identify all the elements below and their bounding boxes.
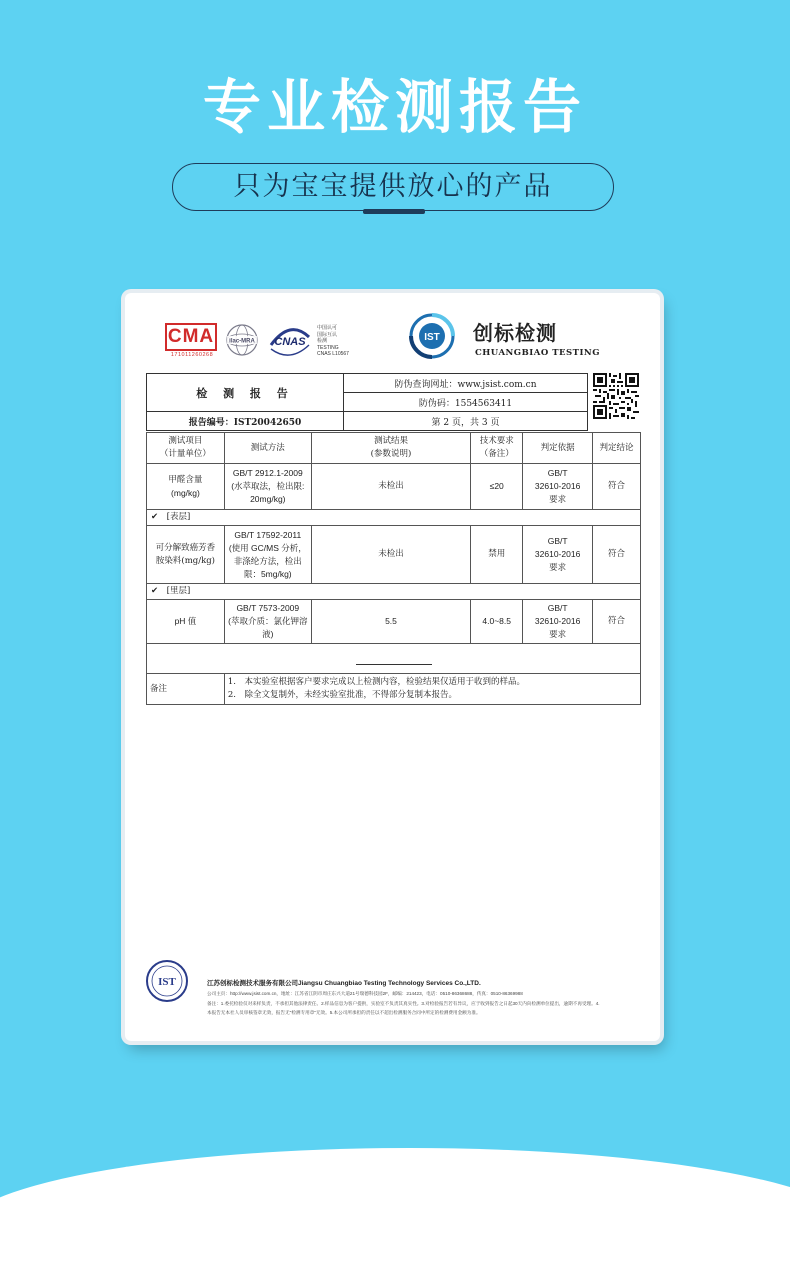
- col-header-item: 测试项目 （计量单位）: [147, 433, 225, 464]
- footer-ist-seal: [145, 959, 189, 1003]
- page-headline: 专业检测报告: [202, 73, 587, 141]
- ilac-mra-logo: [225, 323, 259, 357]
- brand-name-en: CHUANGBIAO TESTING: [475, 348, 600, 358]
- section-row-inner-layer: ✔ [里层]: [147, 584, 641, 600]
- col-header-basis: 判定依据: [523, 433, 593, 464]
- brand-name-cn: 创标检测: [473, 321, 557, 345]
- table-row: 甲醛含量 (mg/kg) GB/T 2912.1-2009 (水萃取法，检出限: 20mg/kg) 未检出 ≤20 GB/T 32610-2016 要求 符合: [147, 464, 641, 510]
- col-header-result: 测试结果 (参数说明): [311, 433, 471, 464]
- footer-note-line-2: 本报告无本社人员审核签章无效，报告无"检测专用章"无效。5.本公司所承担的责任以不超出检测服务合同中所定的检测费用金额为准。: [207, 1010, 481, 1015]
- svg-text:IST: IST: [424, 332, 440, 343]
- table-row: pH 值 GB/T 7573-2009 (萃取介质：氯化钾溶 液) 5.5 4.0~8.5 GB/T 32610-2016 要求 符合: [147, 600, 641, 644]
- cma-logo: CMA 171011260268: [165, 323, 219, 361]
- table-end-row: [147, 644, 641, 674]
- svg-text:IST: IST: [158, 976, 176, 988]
- test-results-table: [146, 432, 641, 705]
- subtitle-pill: 只为宝宝提供放心的产品: [172, 163, 614, 211]
- footer-company-name: 江苏创标检测技术服务有限公司Jiangsu Chuangbiao Testing Technology Services Co.,LTD.: [207, 980, 481, 987]
- report-document: [125, 293, 660, 1041]
- end-of-results-line: [356, 664, 432, 665]
- cnas-accreditation-text: 中国认可 国际互认 检测 TESTING CNAS L10567: [317, 325, 349, 357]
- anti-fake-code: 防伪码：1554563411: [344, 393, 588, 412]
- ist-logo: [409, 313, 455, 359]
- col-header-method: 测试方法: [224, 433, 311, 464]
- table-header-row: [147, 433, 641, 464]
- cnas-logo: [267, 323, 313, 357]
- bottom-wave-decoration: [0, 1148, 790, 1268]
- report-title: 检 测 报 告: [147, 374, 344, 412]
- table-row: 可分解致癌芳香 胺染料(mg/kg) GB/T 17592-2011 (使用 GC/MS 分析， 非涤纶方法，检出 限：5mg/kg) 未检出 禁用 GB/T 32610-2016 要求 符合: [147, 526, 641, 584]
- svg-text:CNAS: CNAS: [274, 336, 306, 348]
- remarks-label: 备注: [147, 674, 225, 705]
- subtitle-underline: [363, 209, 425, 214]
- remarks-text: 1. 本实验室根据客户要求完成以上检测内容，检验结果仅适用于收到的样品。 2. 除全文复制外，未经实验室批准，不得部分复制本报告。: [224, 674, 640, 705]
- footer-note-line: 备注：1.委托检验仅对来样负责，不承担其他法律责任。2.样品信息为客户提供，实验室不负责其真实性。3.对检验报告若有异议，应于收到报告之日起30天内向检测单位提出，逾期不再受理。4.: [207, 1001, 600, 1006]
- page-indicator: 第 2 页，共 3 页: [344, 412, 588, 431]
- report-info-table: [146, 373, 588, 431]
- col-header-requirement: 技术要求 （备注）: [471, 433, 523, 464]
- svg-text:ilac-MRA: ilac-MRA: [229, 338, 255, 345]
- remarks-row: [147, 674, 641, 705]
- col-header-conclusion: 判定结论: [593, 433, 641, 464]
- qr-code: [593, 373, 639, 419]
- anti-fake-url: 防伪查询网址：www.jsist.com.cn: [344, 374, 588, 393]
- footer-contact-line: 公司主页：http://www.jsist.com.cn，地址：江苏省江阴市周庄东兴大道21号瑞德科技园2F，邮编：214423，电话：0510-86368688，传真：0510-86369988: [207, 991, 523, 996]
- section-row-outer-layer: ✔ [表层]: [147, 510, 641, 526]
- report-number: 报告编号：IST20042650: [147, 412, 344, 431]
